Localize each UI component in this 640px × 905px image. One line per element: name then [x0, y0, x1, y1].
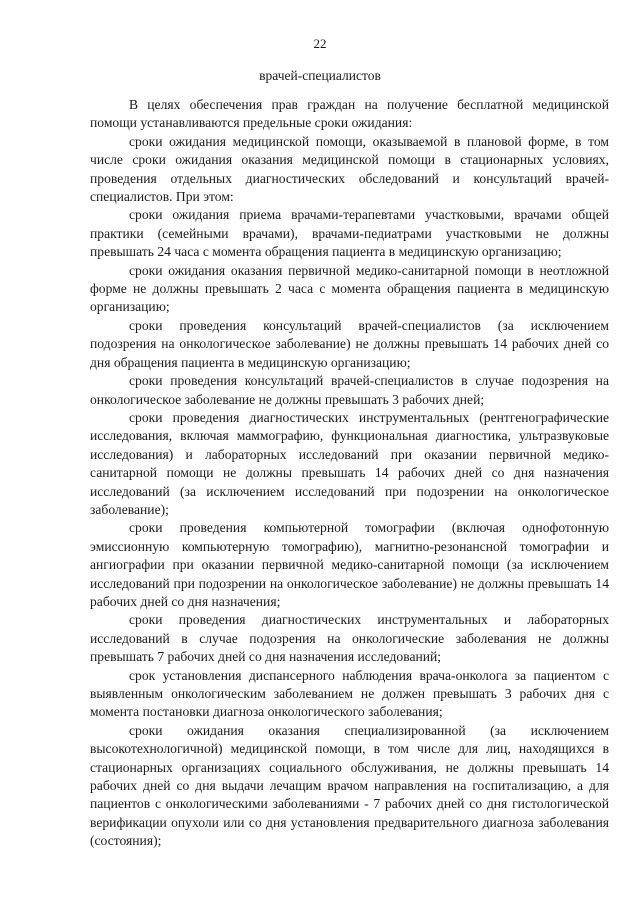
document-body — [90, 96, 609, 851]
paragraph: сроки ожидания оказания первичной медико-санитарной помощи в неотложной форме не должны превышать 2 часа с момента обращения пациента в медицинскую организацию; — [90, 262, 609, 315]
paragraph: сроки проведения консультаций врачей-специалистов в случае подозрения на онкологическое заболевание не должны превышать 3 рабочих дней; — [90, 373, 609, 407]
page-number: 22 — [313, 36, 327, 51]
paragraph: сроки проведения компьютерной томографии (включая однофотонную эмиссионную компьютерную томографию), магнитно-резонансной томографии и ангиографии при оказании первичной медико-санитарной помощи (за исключением исследований при подозрении на онкологическое заболевание) не должны превышать 14 рабочих дней со дня назначения; — [90, 520, 609, 609]
section-heading: врачей-специалистов — [259, 68, 381, 83]
paragraph: сроки ожидания приема врачами-терапевтами участковыми, врачами общей практики (семейными врачами), врачами-педиатрами участковыми не должны превышать 24 часа с момента обращения пациента в медицинскую организацию; — [90, 207, 609, 260]
paragraph: сроки проведения консультаций врачей-специалистов (за исключением подозрения на онкологическое заболевание) не должны превышать 14 рабочих дней со дня обращения пациента в медицинскую организацию; — [90, 317, 609, 370]
paragraph: сроки проведения диагностических инструментальных и лабораторных исследований в случае подозрения на онкологические заболевания не должны превышать 7 рабочих дней со дня назначения исследований; — [90, 612, 609, 665]
paragraph: сроки ожидания медицинской помощи, оказываемой в плановой форме, в том числе сроки ожидания оказания медицинской помощи в стационарных условиях, проведения отдельных диагностических обследований и консультаций врачей-специалистов. При этом: — [90, 133, 609, 205]
paragraph: сроки проведения диагностических инструментальных (рентгенографические исследования, включая маммографию, функциональная диагностика, ультразвуковые исследования) и лабораторных исследований при оказании первичной медико-санитарной помощи не должны превышать 14 рабочих дней со дня назначения исследований (за исключением исследований при подозрении на онкологическое заболевание); — [90, 409, 609, 517]
paragraph: срок установления диспансерного наблюдения врача-онколога за пациентом с выявленным онкологическим заболеванием не должен превышать 3 рабочих дня с момента постановки диагноза онкологического заболевания; — [90, 667, 609, 720]
paragraph: В целях обеспечения прав граждан на получение бесплатной медицинской помощи устанавливаются предельные сроки ожидания: — [90, 97, 609, 131]
paragraph: сроки ожидания оказания специализированной (за исключением высокотехнологичной) медицинской помощи, в том числе для лиц, находящихся в стационарных организациях социального обслуживания, не должны превышать 14 рабочих дней со дня выдачи лечащим врачом направления на госпитализацию, а для пациентов с онкологическими заболеваниями - 7 рабочих дней со дня гистологической верификации опухоли или со дня установления предварительного диагноза заболевания (состояния); — [90, 722, 609, 849]
